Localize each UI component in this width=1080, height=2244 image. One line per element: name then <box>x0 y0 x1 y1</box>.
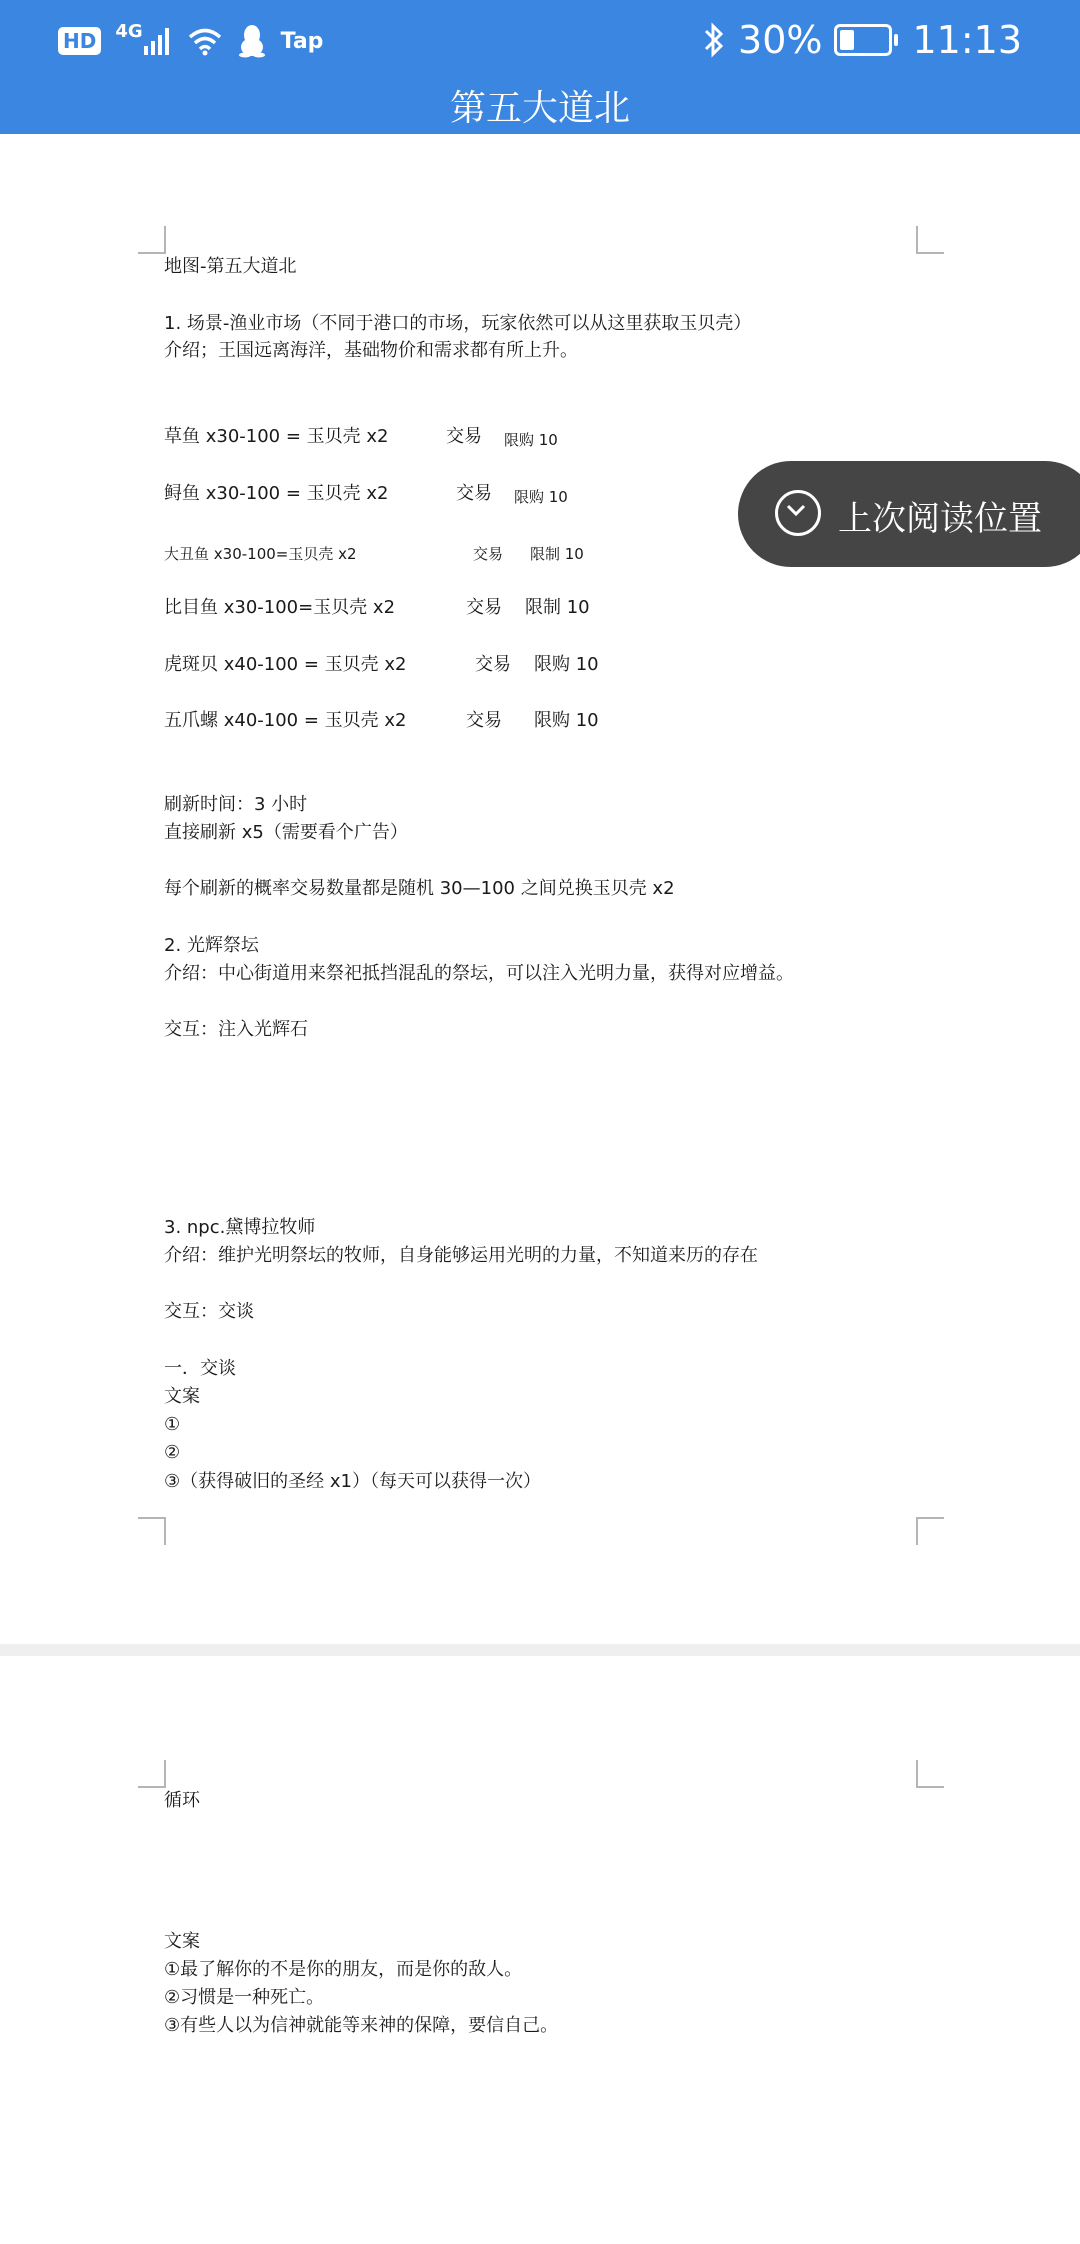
refresh-time: 刷新时间：3 小时 <box>164 794 308 815</box>
trade-action: 交易 <box>446 426 482 447</box>
quote-item: ②习惯是一种死亡。 <box>164 1987 325 2008</box>
quote-item: ③有些人以为信神就能等来神的保障，要信自己。 <box>164 2015 559 2036</box>
trade-item: 虎斑贝 x40-100 = 玉贝壳 x2 <box>164 654 407 675</box>
top-bar <box>0 0 1080 134</box>
crop-mark <box>138 1760 166 1788</box>
trade-limit: 限制 10 <box>525 597 590 618</box>
battery-icon <box>834 24 892 56</box>
refresh-note: 每个刷新的概率交易数量都是随机 30—100 之间兑换玉贝壳 x2 <box>164 878 675 899</box>
copy-label: 文案 <box>164 1386 200 1407</box>
page-separator <box>0 1644 1080 1656</box>
document-page-1[interactable] <box>0 134 1080 1644</box>
talk-item: ① <box>164 1414 181 1435</box>
trade-action: 交易 <box>466 710 502 731</box>
hd-badge: HD <box>58 27 101 55</box>
clock: 11:13 <box>912 18 1022 62</box>
chevron-down-icon <box>775 490 821 536</box>
crop-mark <box>916 226 944 254</box>
last-read-position-label: 上次阅读位置 <box>838 499 1042 539</box>
battery-percent: 30% <box>738 18 823 62</box>
section-3-interact: 交互：交谈 <box>164 1301 254 1322</box>
crop-mark <box>138 226 166 254</box>
section-1-intro: 介绍；王国远离海洋，基础物价和需求都有所上升。 <box>164 340 578 361</box>
map-title: 地图-第五大道北 <box>164 256 297 277</box>
talk-item: ② <box>164 1442 181 1463</box>
section-2-heading: 2. 光辉祭坛 <box>164 935 259 956</box>
last-read-position-button[interactable] <box>738 461 1080 567</box>
section-2-interact: 交互：注入光辉石 <box>164 1019 308 1040</box>
talk-heading: 一．交谈 <box>164 1358 236 1379</box>
trade-row <box>164 596 624 620</box>
status-left <box>58 18 323 64</box>
trade-row <box>164 482 624 506</box>
trade-limit: 限制 10 <box>530 545 584 563</box>
crop-mark <box>916 1517 944 1545</box>
trade-limit: 限购 10 <box>514 488 568 506</box>
status-right <box>702 14 1022 66</box>
trade-limit: 限购 10 <box>534 654 599 675</box>
trade-item: 鲟鱼 x30-100 = 玉贝壳 x2 <box>164 483 389 504</box>
taptap-icon: Tap <box>280 28 324 54</box>
signal-icon <box>143 26 173 56</box>
trade-item: 五爪螺 x40-100 = 玉贝壳 x2 <box>164 710 407 731</box>
trade-item: 大丑鱼 x30-100=玉贝壳 x2 <box>164 545 357 563</box>
section-1-heading: 1. 场景-渔业市场（不同于港口的市场，玩家依然可以从这里获取玉贝壳） <box>164 313 752 334</box>
network-type: 4G <box>115 20 143 42</box>
trade-limit: 限购 10 <box>504 431 558 449</box>
talk-item: ③（获得破旧的圣经 x1）（每天可以获得一次） <box>164 1471 541 1492</box>
trade-row <box>164 709 624 733</box>
trade-item: 比目鱼 x30-100=玉贝壳 x2 <box>164 597 396 618</box>
bluetooth-icon <box>702 22 726 58</box>
wifi-icon <box>187 26 223 56</box>
document-page-2[interactable] <box>0 1656 1080 2244</box>
crop-mark <box>916 1760 944 1788</box>
quote-item: ①最了解你的不是你的朋友，而是你的敌人。 <box>164 1959 523 1980</box>
trade-item: 草鱼 x30-100 = 玉贝壳 x2 <box>164 426 389 447</box>
section-3-heading: 3. npc.黛博拉牧师 <box>164 1217 316 1238</box>
copy-label-2: 文案 <box>164 1931 200 1952</box>
loop-label: 循环 <box>164 1790 200 1811</box>
trade-action: 交易 <box>473 545 504 563</box>
trade-row <box>164 653 624 677</box>
refresh-direct: 直接刷新 x5（需要看个广告） <box>164 822 408 843</box>
trade-row <box>164 539 624 563</box>
document-title: 第五大道北 <box>449 88 630 129</box>
trade-action: 交易 <box>475 654 511 675</box>
section-2-intro: 介绍：中心街道用来祭祀抵挡混乱的祭坛，可以注入光明力量，获得对应增益。 <box>164 963 794 984</box>
trade-limit: 限购 10 <box>534 710 599 731</box>
crop-mark <box>138 1517 166 1545</box>
section-3-intro: 介绍：维护光明祭坛的牧师，自身能够运用光明的力量，不知道来历的存在 <box>164 1245 758 1266</box>
qq-penguin-icon <box>237 24 267 58</box>
trade-action: 交易 <box>466 597 502 618</box>
trade-action: 交易 <box>456 483 492 504</box>
trade-row <box>164 425 624 449</box>
